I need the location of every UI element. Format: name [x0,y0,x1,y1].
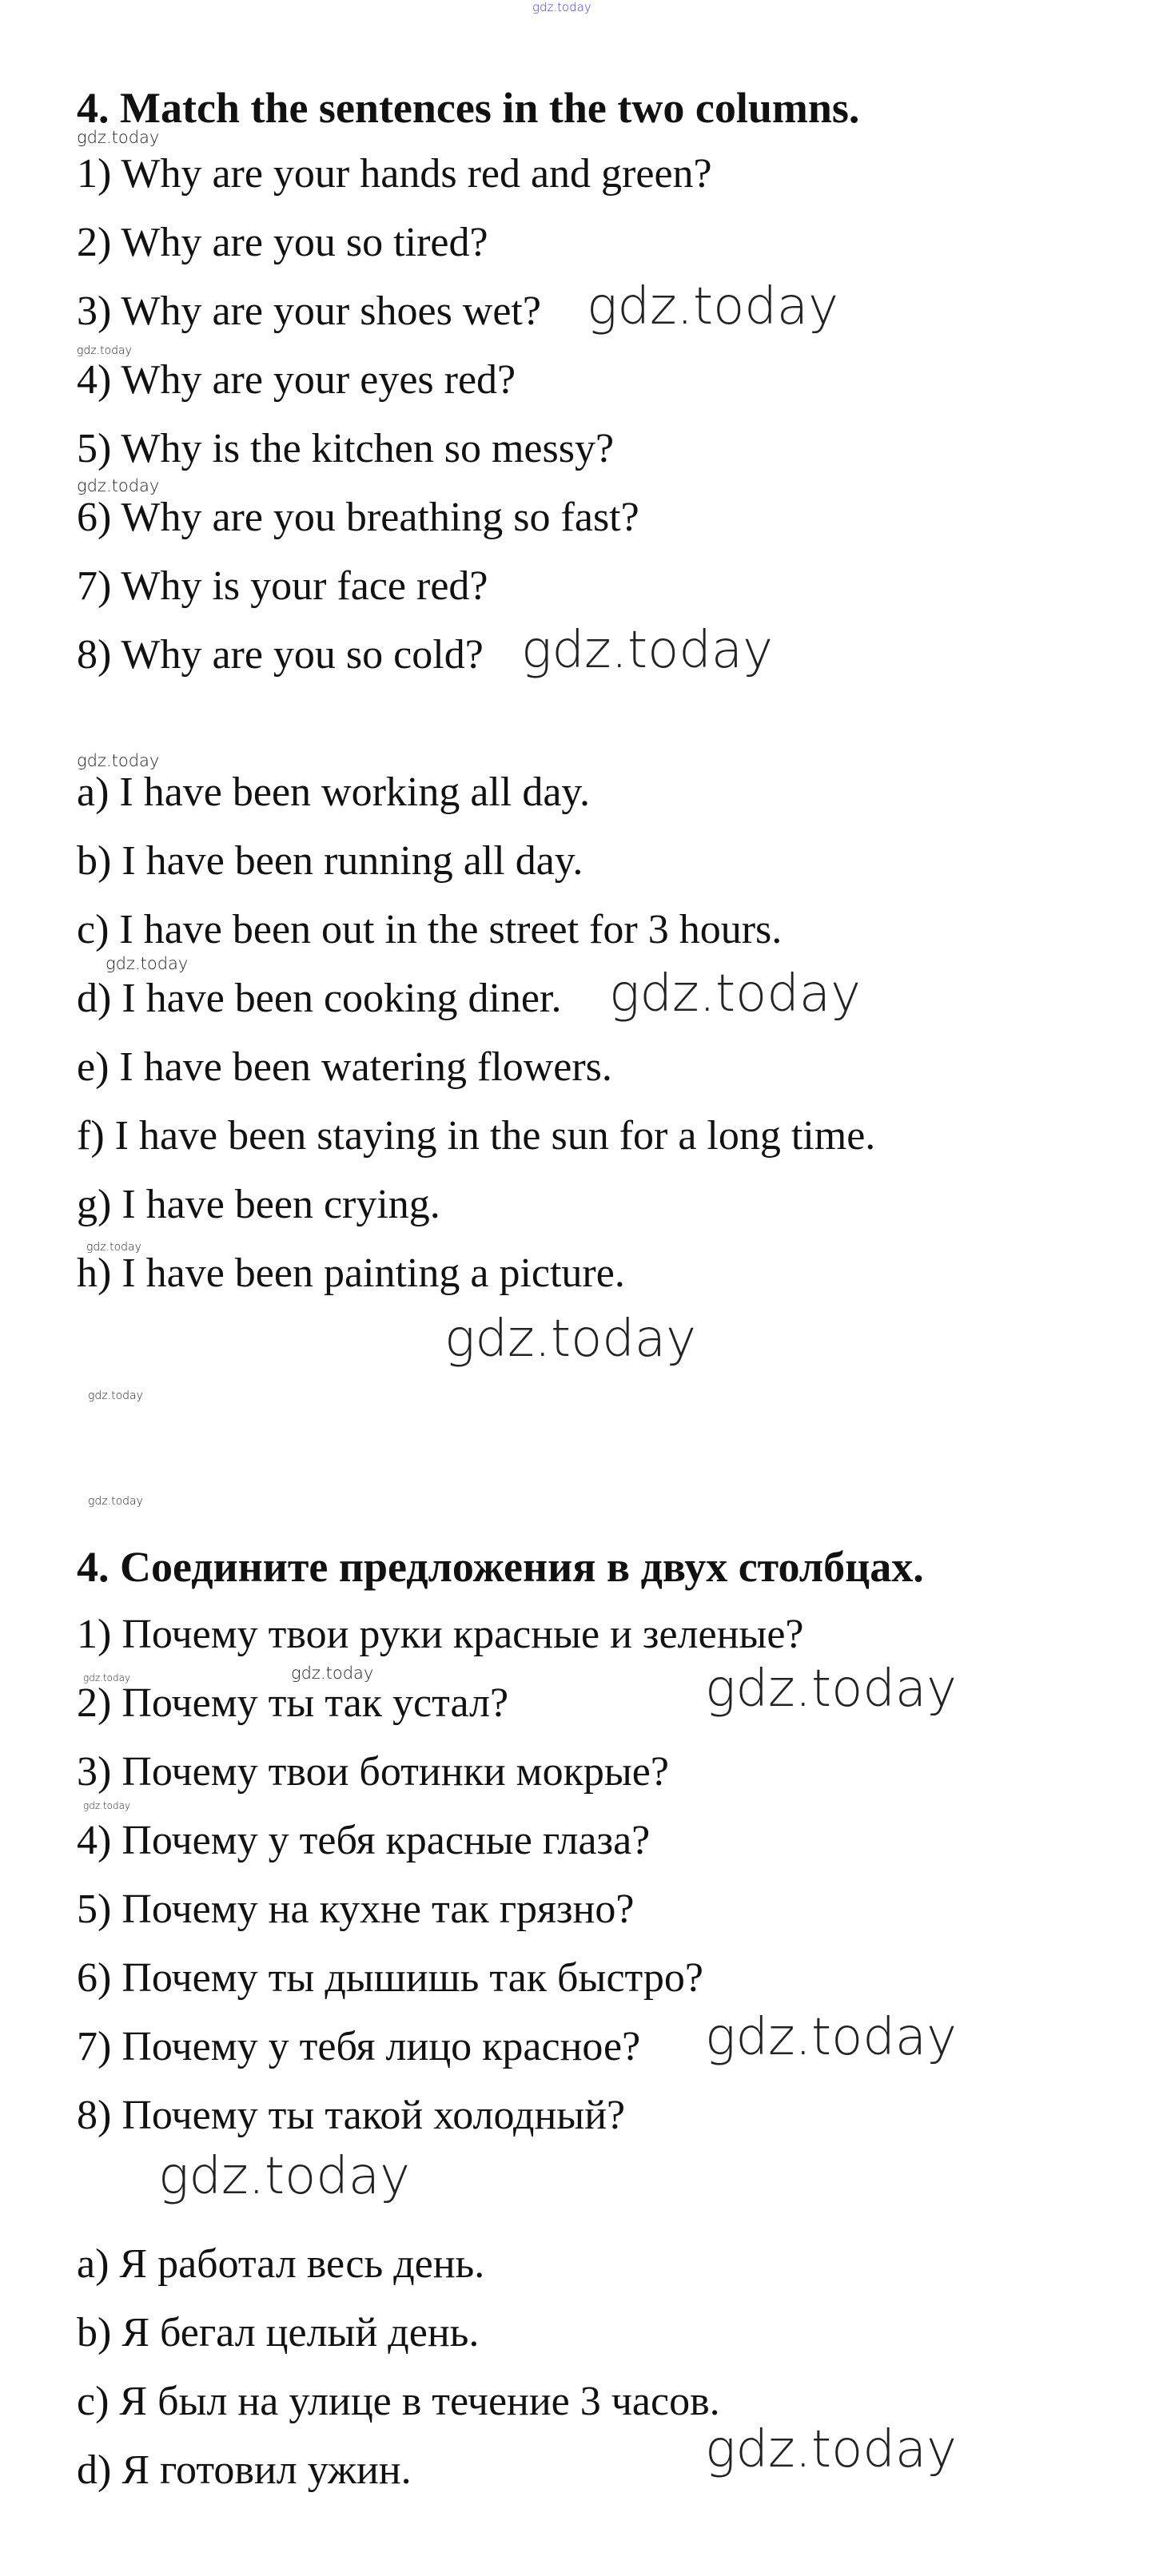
watermark: gdz.today [705,2420,957,2479]
watermark: gdz.today [291,1664,374,1683]
english-answer: h) I have been painting a picture. [77,1250,625,1296]
watermark: gdz.today [705,2008,957,2067]
russian-answer: d) Я готовил ужин. [77,2447,412,2493]
watermark: gdz.today [158,2147,410,2206]
english-answer: e) I have been watering flowers. [77,1044,612,1090]
english-question: 4) Why are your eyes red? [77,357,516,403]
english-answer: c) I have been out in the street for 3 hours. [77,907,783,952]
watermark: gdz.today [77,344,132,357]
russian-answer: a) Я работал весь день. [77,2241,485,2287]
english-answer: b) I have been running all day. [77,838,583,884]
watermark: gdz.today [444,1310,696,1369]
english-question: 5) Why is the kitchen so messy? [77,426,615,471]
english-answer: a) I have been working all day. [77,769,591,815]
russian-question: 1) Почему твои руки красные и зеленые? [77,1612,804,1657]
english-answer: d) I have been cooking diner. [77,976,562,1021]
russian-question: 5) Почему на кухне так грязно? [77,1886,635,1932]
russian-answer: c) Я был на улице в течение 3 часов. [77,2379,720,2424]
watermark: gdz.today [106,954,189,973]
russian-question: 4) Почему у тебя красные глаза? [77,1818,651,1863]
watermark: gdz.today [77,476,160,495]
english-answer: f) I have been staying in the sun for a long time. [77,1113,876,1159]
watermark: gdz.today [88,1389,143,1402]
watermark: gdz.today [77,128,160,147]
english-question: 7) Why is your face red? [77,563,488,609]
watermark: gdz.today [521,621,773,680]
watermark: gdz.today [83,1672,131,1684]
watermark: gdz.today [587,277,838,336]
russian-question: 6) Почему ты дышишь так быстро? [77,1955,703,2001]
russian-question: 8) Почему ты такой холодный? [77,2093,626,2138]
watermark: gdz.today [532,0,591,14]
english-question: 1) Why are your hands red and green? [77,151,712,197]
english-heading: 4. Match the sentences in the two columns. [77,84,860,132]
english-question: 6) Why are you breathing so fast? [77,495,639,540]
russian-question: 2) Почему ты так устал? [77,1680,509,1726]
watermark: gdz.today [77,751,160,770]
russian-heading: 4. Соедините предложения в двух столбцах. [77,1543,924,1591]
english-question: 2) Why are you so tired? [77,220,488,265]
watermark: gdz.today [705,1660,957,1719]
english-answer: g) I have been crying. [77,1182,440,1227]
watermark: gdz.today [88,1495,143,1508]
english-question: 8) Why are you so cold? [77,632,484,678]
watermark: gdz.today [86,1241,141,1254]
russian-answer: b) Я бегал целый день. [77,2310,480,2355]
english-question: 3) Why are your shoes wet? [77,288,541,334]
watermark: gdz.today [609,964,861,1024]
russian-question: 7) Почему у тебя лицо красное? [77,2024,641,2069]
russian-question: 3) Почему твои ботинки мокрые? [77,1749,669,1795]
watermark: gdz.today [83,1800,131,1811]
